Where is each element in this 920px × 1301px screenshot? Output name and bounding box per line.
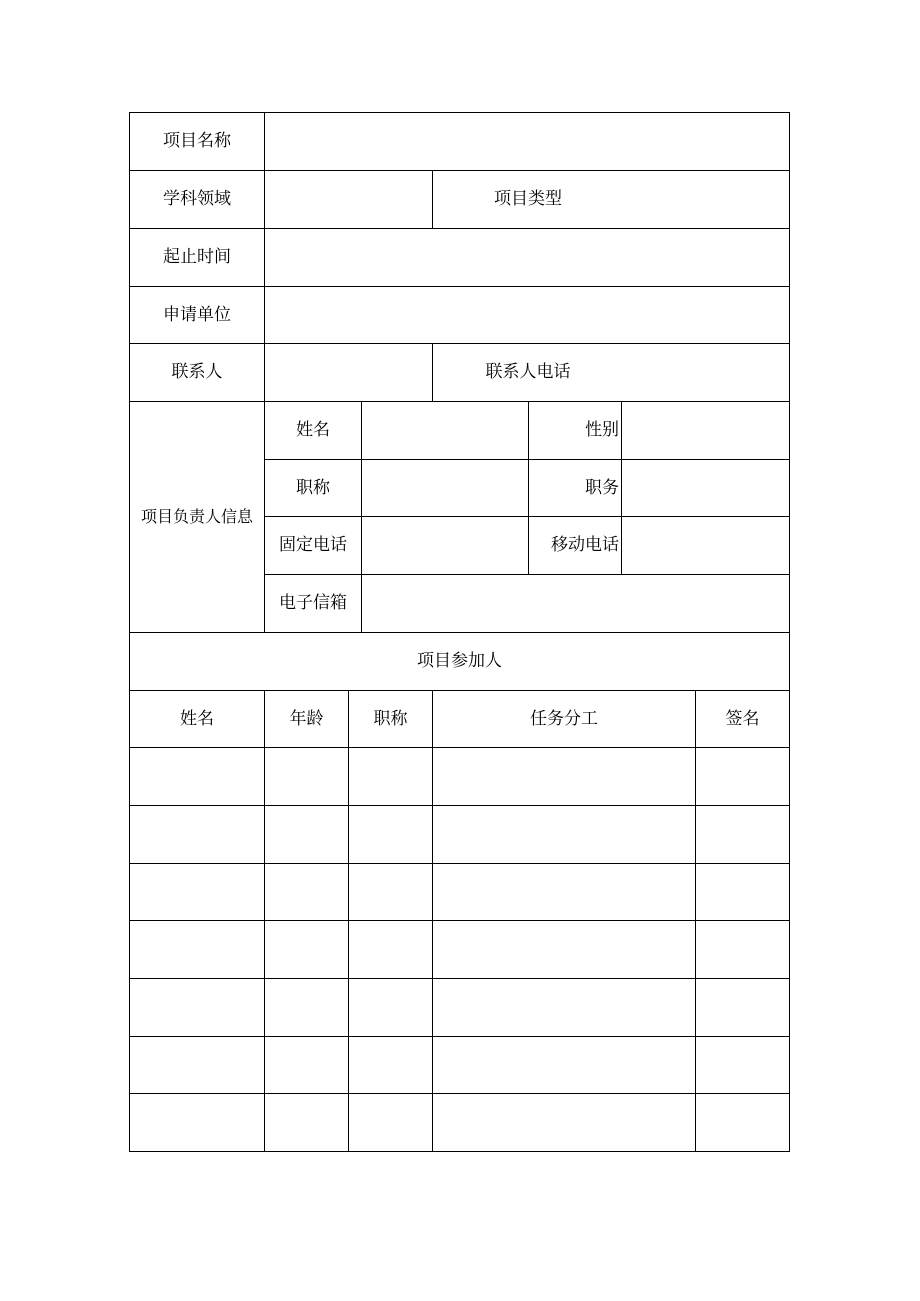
leader-email-label: 电子信箱 xyxy=(279,593,347,613)
table-row[interactable] xyxy=(130,864,789,920)
table-row[interactable] xyxy=(130,806,789,863)
leader-gender-label: 性别 xyxy=(585,420,619,440)
discipline-field[interactable] xyxy=(265,171,432,228)
leader-landline-label: 固定电话 xyxy=(279,535,347,555)
participants-col-task: 任务分工 xyxy=(530,708,598,729)
leader-landline-field[interactable] xyxy=(362,517,528,574)
leader-gender-field[interactable] xyxy=(622,402,789,459)
project-type-label: 项目类型 xyxy=(494,189,562,209)
leader-position-label: 职务 xyxy=(585,477,619,498)
table-row[interactable] xyxy=(130,748,789,805)
leader-name-field[interactable] xyxy=(362,402,528,459)
applicant-unit-label: 申请单位 xyxy=(163,304,231,325)
participants-col-age: 年龄 xyxy=(289,708,324,729)
applicant-unit-field[interactable] xyxy=(265,287,789,343)
participants-col-title: 职称 xyxy=(373,708,408,729)
leader-mobile-label: 移动电话 xyxy=(551,535,619,555)
leader-section-label: 项目负责人信息 xyxy=(140,507,253,526)
table-row[interactable] xyxy=(130,979,789,1036)
leader-email-field[interactable] xyxy=(362,575,789,632)
table-row[interactable] xyxy=(130,1037,789,1093)
duration-field[interactable] xyxy=(265,229,789,286)
project-application-form xyxy=(129,112,790,1152)
leader-name-label: 姓名 xyxy=(296,420,330,440)
participants-col-name: 姓名 xyxy=(180,708,214,729)
contact-phone-label: 联系人电话 xyxy=(485,362,571,382)
table-row[interactable] xyxy=(130,1094,789,1151)
leader-title-label: 职称 xyxy=(296,477,330,498)
leader-title-field[interactable] xyxy=(362,460,528,516)
duration-label: 起止时间 xyxy=(163,247,231,267)
leader-position-field[interactable] xyxy=(622,460,789,516)
participants-section-label: 项目参加人 xyxy=(417,651,502,671)
project-type-field[interactable] xyxy=(623,171,789,228)
project-name-label: 项目名称 xyxy=(163,131,231,151)
contact-label: 联系人 xyxy=(171,362,223,382)
project-name-field[interactable] xyxy=(265,113,789,170)
leader-mobile-field[interactable] xyxy=(622,517,789,574)
contact-phone-field[interactable] xyxy=(623,344,789,401)
table-row[interactable] xyxy=(130,921,789,978)
participants-col-signature: 签名 xyxy=(725,708,760,729)
discipline-label: 学科领域 xyxy=(163,189,231,209)
contact-field[interactable] xyxy=(265,344,432,401)
